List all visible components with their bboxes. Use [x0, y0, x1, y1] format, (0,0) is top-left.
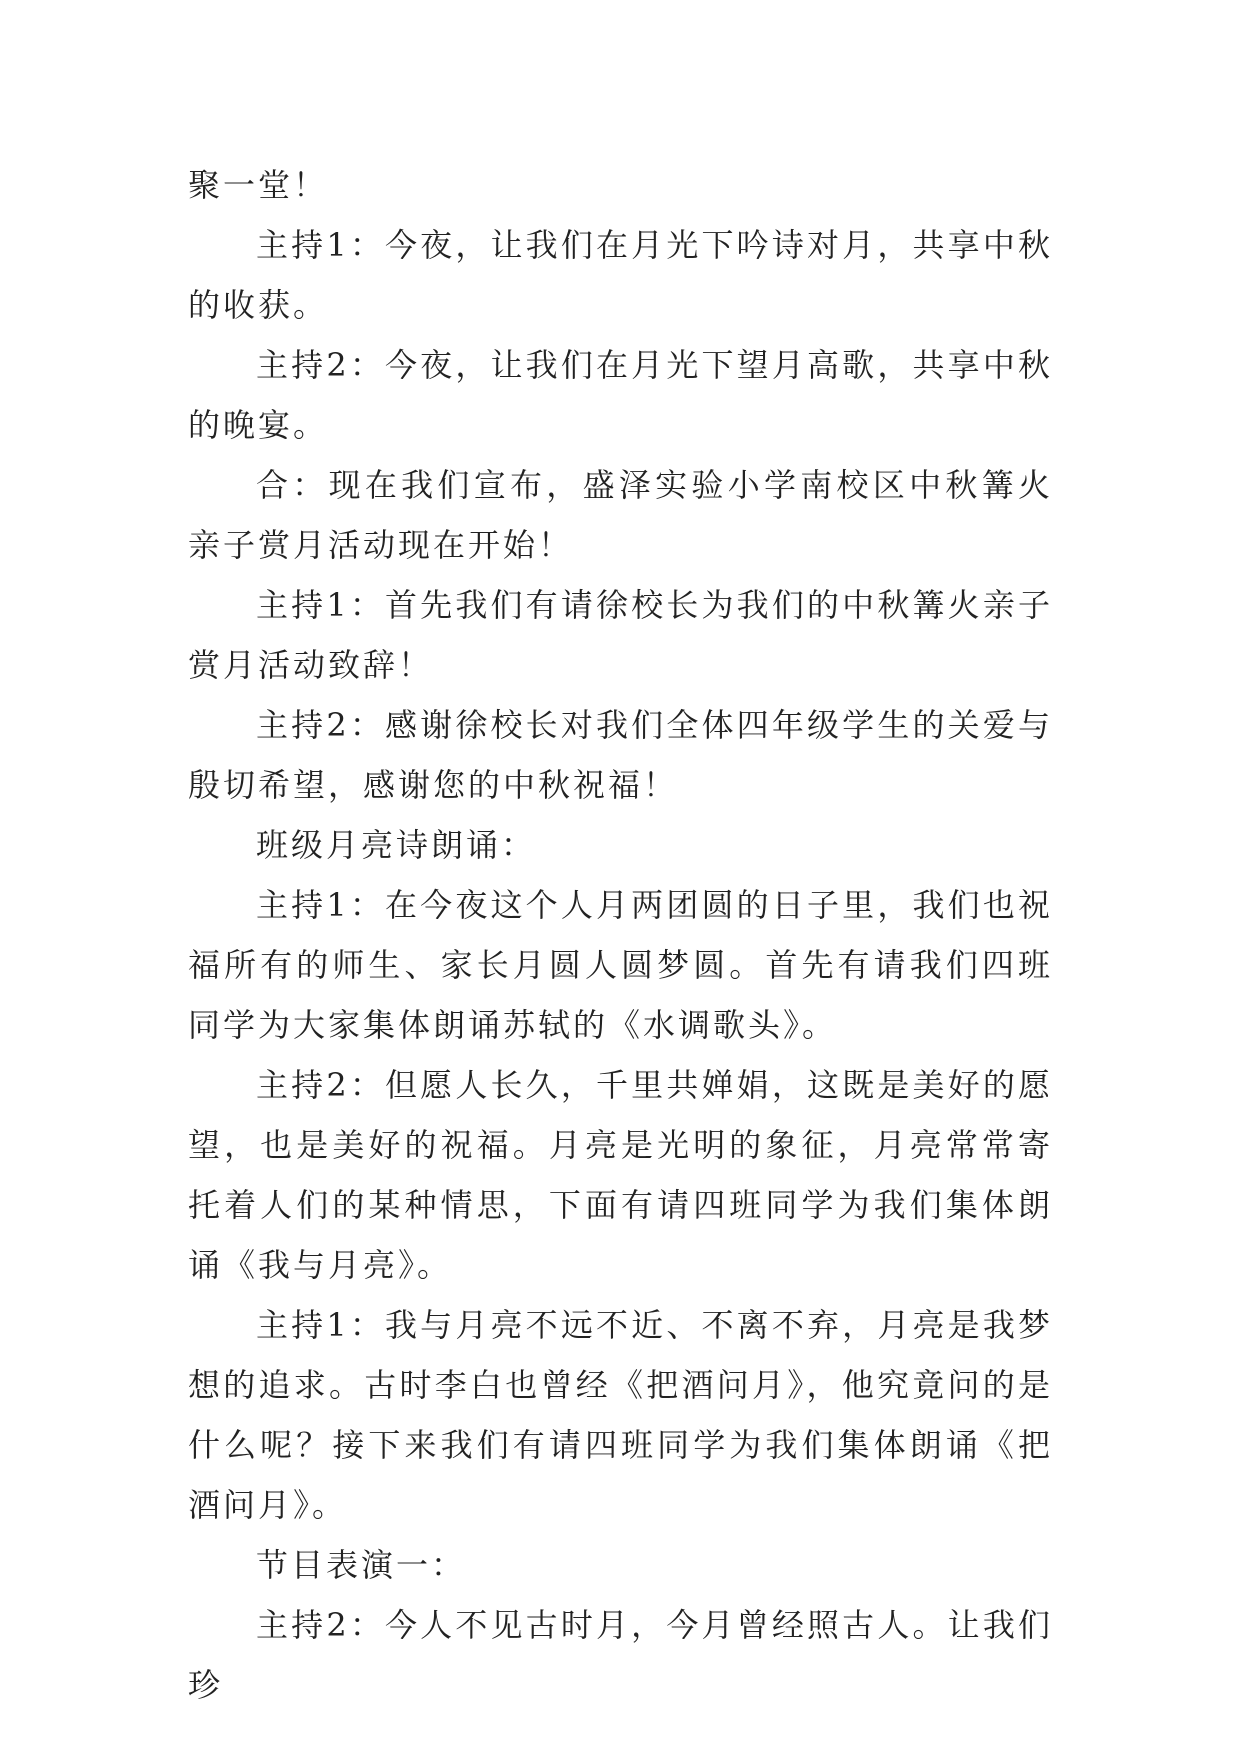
paragraph-11: 节目表演一：	[256, 1546, 467, 1584]
paragraph-10: 主持1：我与月亮不远不近、不离不弃，月亮是我梦想的追求。古时李白也曾经《把酒问月》，他究竟问的是什么呢？接下来我们有请四班同学为我们集体朗诵《把酒问月》。	[188, 1306, 1053, 1524]
paragraph-1: 聚一堂！	[188, 166, 329, 204]
paragraph-6: 主持2：感谢徐校长对我们全体四年级学生的关爱与殷切希望，感谢您的中秋祝福！	[188, 706, 1053, 804]
paragraph-5: 主持1：首先我们有请徐校长为我们的中秋篝火亲子赏月活动致辞！	[188, 586, 1053, 684]
paragraph-4: 合：现在我们宣布，盛泽实验小学南校区中秋篝火亲子赏月活动现在开始！	[188, 466, 1053, 564]
paragraph-3: 主持2：今夜，让我们在月光下望月高歌，共享中秋的晚宴。	[188, 346, 1053, 444]
document-body	[188, 155, 1053, 1715]
paragraph-12: 主持2：今人不见古时月，今月曾经照古人。让我们珍	[188, 1606, 1053, 1704]
paragraph-8: 主持1：在今夜这个人月两团圆的日子里，我们也祝福所有的师生、家长月圆人圆梦圆。首先有请我们四班同学为大家集体朗诵苏轼的《水调歌头》。	[188, 886, 1053, 1044]
paragraph-2: 主持1：今夜，让我们在月光下吟诗对月，共享中秋的收获。	[188, 226, 1053, 324]
paragraph-9: 主持2：但愿人长久，千里共婵娟，这既是美好的愿望，也是美好的祝福。月亮是光明的象征，月亮常常寄托着人们的某种情思，下面有请四班同学为我们集体朗诵《我与月亮》。	[188, 1066, 1053, 1284]
paragraph-7: 班级月亮诗朗诵：	[256, 826, 537, 864]
